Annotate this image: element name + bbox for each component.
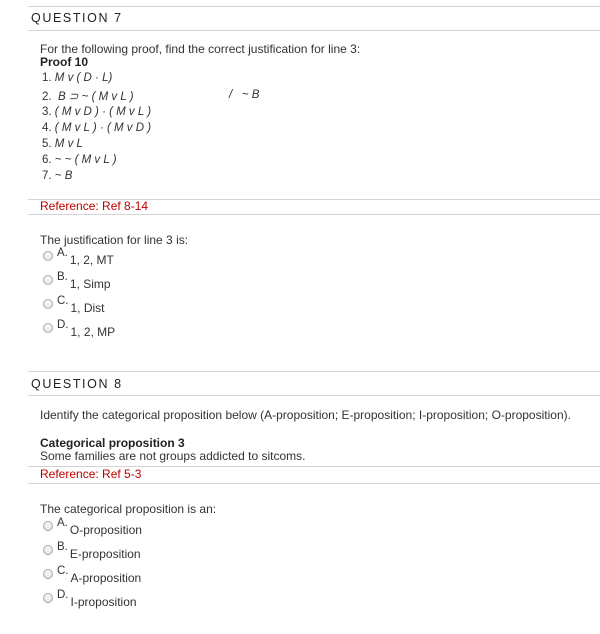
question-8-subprompt: The categorical proposition is an:	[40, 502, 217, 516]
divider	[28, 214, 600, 215]
divider	[28, 483, 600, 484]
divider	[28, 6, 600, 7]
option-c[interactable]: C. 1, Dist	[43, 295, 105, 315]
radio-button[interactable]	[43, 569, 53, 579]
question-7-prompt: For the following proof, find the correct justification for line 3:	[40, 42, 361, 56]
question-8-prompt: Identify the categorical proposition below (A-proposition; E-proposition; I-proposition; O-proposition).	[40, 408, 571, 422]
option-b[interactable]: B. 1, Simp	[43, 271, 111, 291]
radio-button[interactable]	[43, 251, 53, 261]
radio-button[interactable]	[43, 323, 53, 333]
proof-conclusion: / ~ B	[229, 89, 260, 101]
option-d[interactable]: D. 1, 2, MP	[43, 319, 115, 339]
proof-line-1: 1. M v ( D · L)	[42, 72, 113, 84]
divider	[28, 371, 600, 372]
proof-title: Proof 10	[40, 55, 89, 69]
option-c[interactable]: C. A-proposition	[43, 565, 141, 585]
proof-line-7: 7. ~ B	[42, 170, 73, 182]
divider	[28, 30, 600, 31]
radio-button[interactable]	[43, 521, 53, 531]
radio-button[interactable]	[43, 275, 53, 285]
proof-line-5: 5. M v L	[42, 138, 83, 150]
option-a[interactable]: A. O-proposition	[43, 517, 142, 537]
question-7-subprompt: The justification for line 3 is:	[40, 233, 189, 247]
proof-line-2: 2. B ⊃ ~ ( M v L )	[42, 91, 134, 103]
option-a[interactable]: A. 1, 2, MT	[43, 247, 114, 267]
question-8-header: QUESTION 8	[31, 377, 123, 391]
proof-line-3: 3. ( M v D ) · ( M v L )	[42, 106, 152, 118]
proposition-statement: Some families are not groups addicted to sitcoms.	[40, 449, 306, 463]
option-d[interactable]: D. I-proposition	[43, 589, 137, 609]
proof-line-4: 4. ( M v L ) · ( M v D )	[42, 122, 152, 134]
option-b[interactable]: B. E-proposition	[43, 541, 141, 561]
radio-button[interactable]	[43, 299, 53, 309]
radio-button[interactable]	[43, 593, 53, 603]
radio-button[interactable]	[43, 545, 53, 555]
question-7-header: QUESTION 7	[31, 11, 123, 25]
proof-line-6: 6. ~ ~ ( M v L )	[42, 154, 117, 166]
divider	[28, 395, 600, 396]
reference: Reference: Ref 5-3	[40, 467, 142, 481]
proposition-title: Categorical proposition 3	[40, 436, 185, 450]
reference: Reference: Ref 8-14	[40, 199, 149, 213]
